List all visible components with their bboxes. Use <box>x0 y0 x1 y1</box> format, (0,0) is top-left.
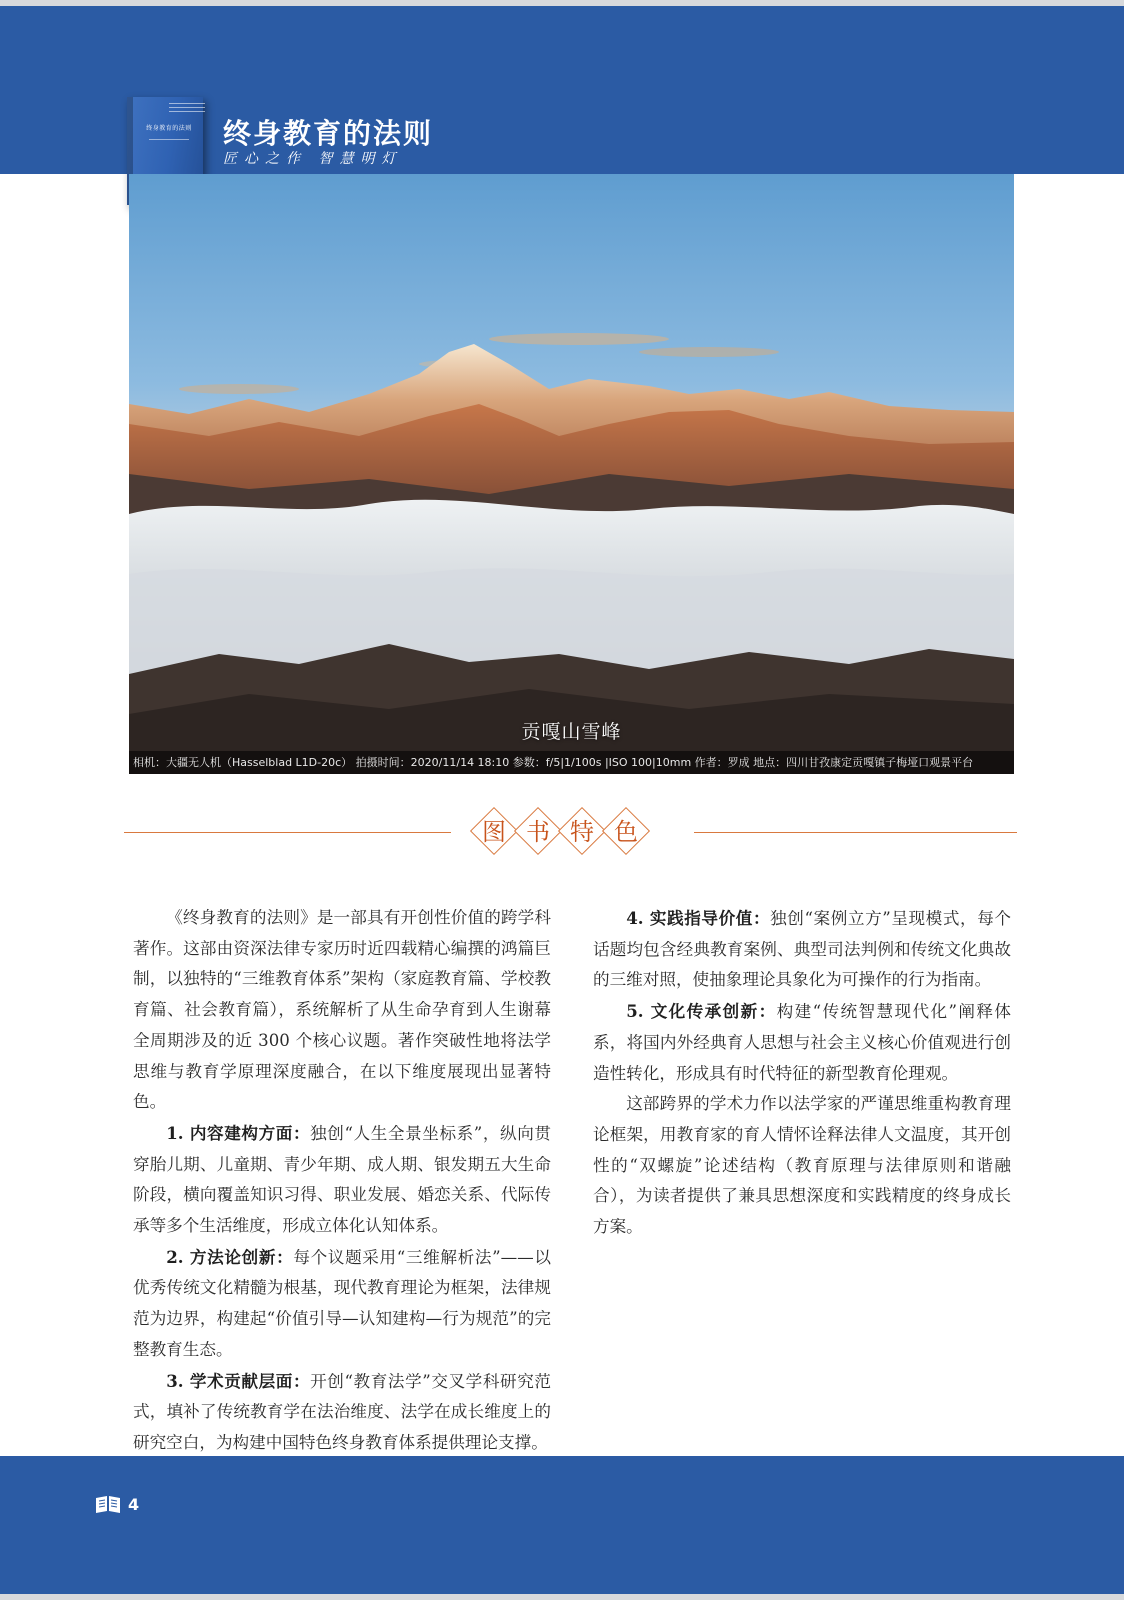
section-header <box>124 807 1017 857</box>
section-header-line-left <box>124 832 451 833</box>
feature-4-label: 4. 实践指导价值： <box>626 908 771 928</box>
feature-1-label: 1. 内容建构方面： <box>166 1122 311 1143</box>
body-column-right <box>593 903 1011 1243</box>
body-paragraph-feature-1 <box>133 1118 551 1242</box>
page-number: 4 <box>128 1495 140 1514</box>
body-column-left <box>133 903 551 1459</box>
feature-5-text: 构建“传统智慧现代化”阐释体系，将国内外经典育人思想与社会主义核心价值观进行创造性转化，形成具有时代特征的新型教育伦理观。 <box>593 1002 1011 1083</box>
body-paragraph-intro: 《终身教育的法则》是一部具有开创性价值的跨学科著作。这部由资深法律专家历时近四载精心编撰的鸿篇巨制，以独特的“三维教育体系”架构（家庭教育篇、学校教育篇、社会教育篇），系统解析了从生命孕育到人生谢幕全周期涉及的近 300 个核心议题。著作突破性地将法学思维与教育学原理深度融合，在以下维度展现出显著特色。 <box>133 908 551 1112</box>
open-book-icon <box>94 1494 122 1514</box>
feature-3-label: 3. 学术贡献层面： <box>166 1370 311 1391</box>
body-paragraph-feature-2 <box>133 1242 551 1366</box>
book-cover-title: 终身教育的法则 <box>146 125 192 132</box>
section-char-3: 特 <box>570 818 594 846</box>
section-char-2: 书 <box>526 818 550 846</box>
section-char-1: 图 <box>482 818 506 846</box>
bottom-edge-strip <box>0 1594 1124 1600</box>
body-paragraph-feature-4 <box>593 903 1011 996</box>
section-char-4: 色 <box>614 818 638 846</box>
mountain-photo <box>129 174 1014 774</box>
photo-caption: 贡嘎山雪峰 <box>521 721 622 743</box>
feature-3-text: 开创“教育法学”交叉学科研究范式，填补了传统教育学在法治维度、法学在成长维度上的研究空白，为构建中国特色终身教育体系提供理论支撑。 <box>133 1371 551 1452</box>
section-header-line-right <box>694 832 1017 833</box>
feature-5-label: 5. 文化传承创新： <box>626 1001 777 1022</box>
mountain-landscape-image <box>129 174 1014 774</box>
photo-metadata: 相机：大疆无人机（Hasselblad L1D-20c） 拍摄时间：2020/11/14 18:10 参数：f/5|1/100s |ISO 100|10mm 作者：罗成 地点：四川甘孜康定贡嘎镇子梅垭口观景平台 <box>129 751 1014 774</box>
page-tagline: 匠心之作 智慧明灯 <box>223 151 403 167</box>
feature-1-text: 独创“人生全景坐标系”，纵向贯穿胎儿期、儿童期、青少年期、成人期、银发期五大生命阶段，横向覆盖知识习得、职业发展、婚恋关系、代际传承等多个生活维度，形成立体化认知体系。 <box>133 1123 551 1236</box>
feature-4-text: 独创“案例立方”呈现模式，每个话题均包含经典教育案例、典型司法判例和传统文化典故的三维对照，使抽象理论具象化为可操作的行为指南。 <box>593 909 1011 990</box>
page-title: 终身教育的法则 <box>223 117 434 150</box>
feature-2-label: 2. 方法论创新： <box>166 1246 294 1267</box>
feature-2-text: 每个议题采用“三维解析法”——以优秀传统文化精髓为根基，现代教育理论为框架，法律规范为边界，构建起“价值引导—认知建构—行为规范”的完整教育生态。 <box>133 1247 551 1359</box>
body-paragraph-feature-3 <box>133 1366 551 1459</box>
body-paragraph-conclusion: 这部跨界的学术力作以法学家的严谨思维重构教育理论框架，用教育家的育人情怀诠释法律人文温度，其开创性的“双螺旋”论述结构（教育原理与法律原则和谐融合），为读者提供了兼具思想深度和实践精度的终身成长方案。 <box>593 1094 1011 1237</box>
footer-band <box>0 1456 1124 1594</box>
body-paragraph-feature-5 <box>593 996 1011 1089</box>
